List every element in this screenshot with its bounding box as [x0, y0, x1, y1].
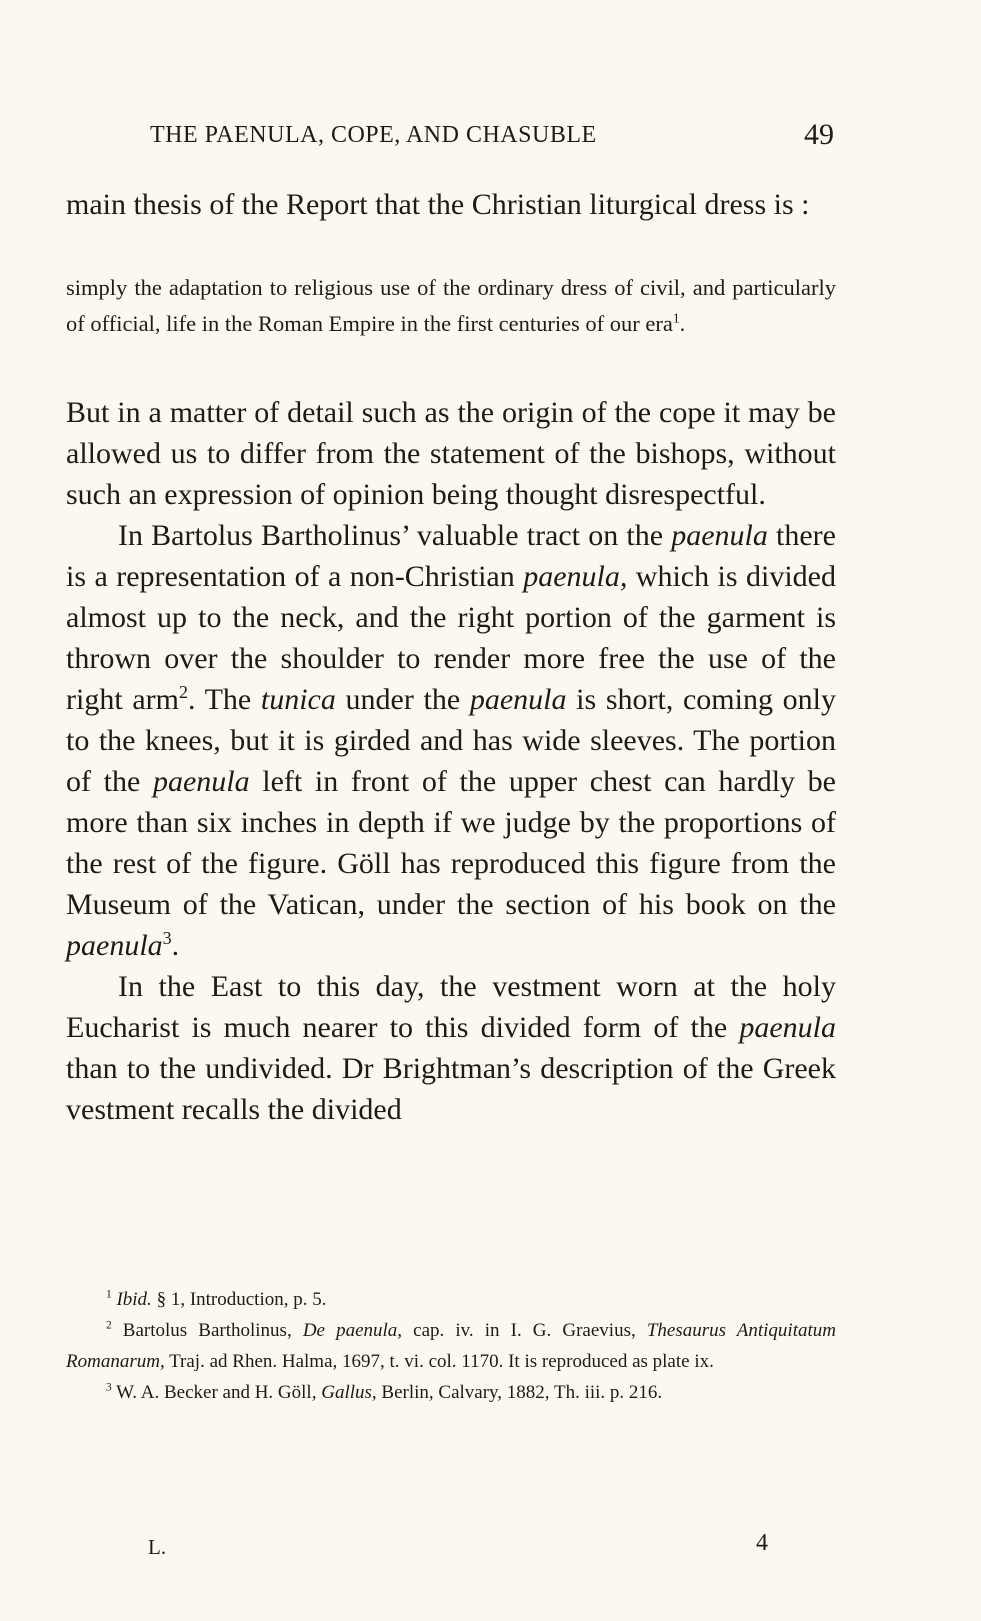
- footnote-ref: 3: [162, 928, 172, 948]
- paragraph: In Bartolus Bartholinus’ valuable tract on the paenula there is a representation of a non-Christian paenula, which is divided almost up to the neck, and the right portion of the garment is thrown over the shoulder to render more free the use of the right arm$^2$. The tunica under the paenula is short, coming only to the knees, but it is girded and has wide sleeves. The portion of the paenula left in front of the upper chest can hardly be more than six inches in depth if we judge by the proportions of the rest of the figure. Göll has reproduced this figure from the Museum of the Vatican, under the section of his book on the paenula$^3$.: [66, 519, 837, 962]
- paragraph: But in a matter of detail such as the origin of the cope it may be allowed us to differ from the statement of the bishops, without such an expression of opinion being thought disrespectful.: [66, 396, 836, 511]
- block-quote: [66, 270, 836, 342]
- footnote: $^3$ W. A. Becker and H. Göll, Gallus, Berlin, Calvary, 1882, Th. iii. p. 216.: [106, 1381, 663, 1403]
- intro-paragraph: main thesis of the Report that the Christian liturgical dress is :: [66, 188, 810, 221]
- footnote-ref: 2: [178, 682, 188, 702]
- signature-mark: L.: [148, 1535, 167, 1559]
- page-number: 49: [804, 118, 834, 151]
- running-header: [150, 118, 834, 158]
- quote-paragraph: simply the adaptation to religious use of the ordinary dress of civil, and particularly of official, life in the Roman Empire in the first centuries of our era$^1$.: [66, 275, 836, 336]
- footnotes: [66, 1284, 836, 1408]
- footnote-ref: 1: [672, 310, 680, 326]
- main-text: [66, 392, 836, 1130]
- running-title: THE PAENULA, COPE, AND CHASUBLE: [150, 122, 597, 148]
- paragraph: In the East to this day, the vestment worn at the holy Eucharist is much nearer to this divided form of the paenula than to the undivided. Dr Brightman’s description of the Greek vestment recalls the divided: [66, 970, 836, 1126]
- footnote: $^2$ Bartolus Bartholinus, De paenula, cap. iv. in I. G. Graevius, Thesaurus Antiquitatum Romanarum, Traj. ad Rhen. Halma, 1697, t. vi. col. 1170. It is reproduced as plate ix.: [66, 1319, 836, 1372]
- sheet-number: 4: [756, 1530, 768, 1556]
- footnote: $^1$ Ibid. § 1, Introduction, p. 5.: [106, 1288, 327, 1310]
- intro-text: [66, 184, 836, 225]
